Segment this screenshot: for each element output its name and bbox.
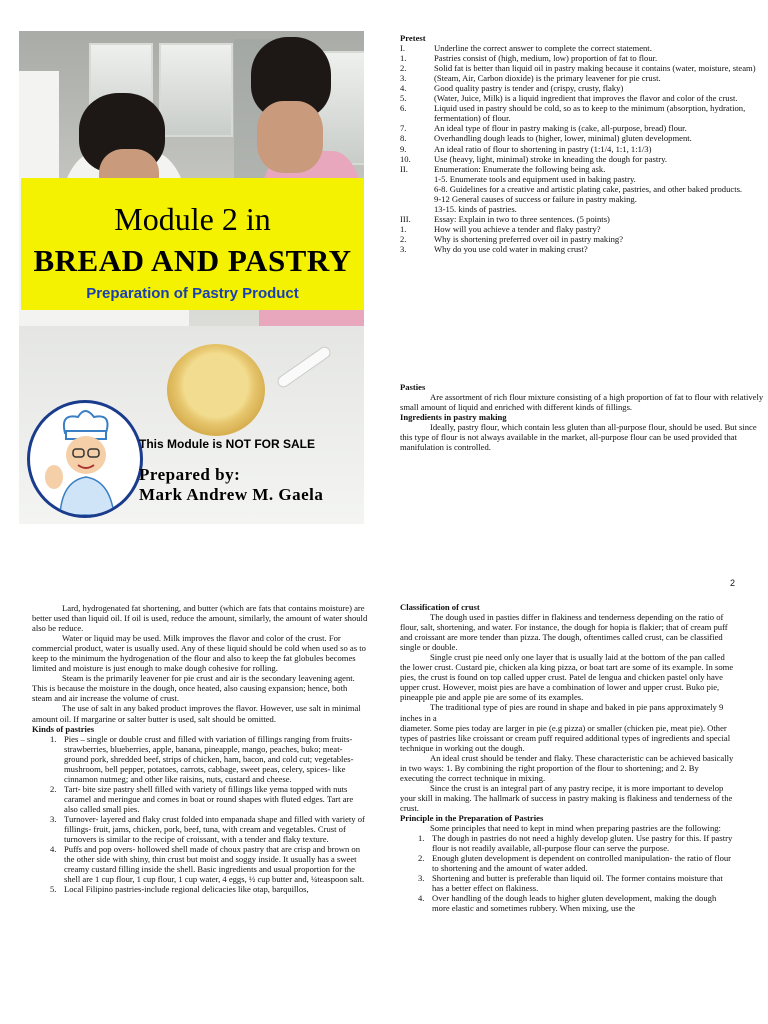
list-text: An ideal ratio of flour to shortening in pastry (1:1/4, 1:1, 1:1/3) [434,143,652,154]
list-text: (Steam, Air, Carbon dioxide) is the primary leavener for pie crust. [434,73,661,84]
pretest-block [400,33,766,254]
list-text: Overhandling dough leads to (higher, lower, minimal) gluten development. [434,133,692,144]
page-2 [0,578,768,1024]
prepared-by-label: Prepared by: [139,465,241,484]
principle-item [400,893,734,913]
pretest-item [400,133,766,143]
crust-paragraph-2: Single crust pie need only one layer that is usually laid at the bottom of the pan called the lower crust. Custard pie, chicken ala king pizza, or boat tart are some of its example. In some pies, the crust is found on top called upper crust. Patel de lengua and chicken pastel only have upper crust. However, moist pies are have a combination of lower and upper crust. Buko pie, pineapple pie and apple pie are some of its examples. [400,652,734,703]
list-text: Essay: Explain in two to three sentences. (5 points) [434,213,610,224]
principles-list [400,833,734,913]
list-number: 5. [400,93,407,104]
list-text: Underline the correct answer to complete the correct statement. [434,43,652,54]
pretest-item [400,123,766,133]
list-number: 1. [400,53,407,64]
chef-avatar-illustration [27,400,143,518]
kind-item [32,844,368,884]
list-text: Enough gluten development is dependent on controlled manipulation- the ratio of flour to shortening and the amount of water added. [432,853,732,874]
not-for-sale-note: This Module is NOT FOR SALE [139,437,316,451]
kinds-list [32,734,368,895]
list-text: Solid fat is better than liquid oil in pastry making because it contains (water, moisture, steam) [434,63,756,74]
list-text: Good quality pastry is tender and (crispy, crusty, flaky) [434,83,624,94]
kind-item [32,784,368,814]
kind-item [32,734,368,784]
pretest-heading: Pretest [400,33,426,43]
pie-dough [167,344,265,436]
list-number: 4. [50,844,57,855]
list-number: 9. [400,143,407,154]
list-text: Use (heavy, light, minimal) stroke in kneading the dough for pastry. [434,153,668,164]
list-text: Why is shortening preferred over oil in pastry making? [434,233,624,244]
list-text: Tart- bite size pastry shell filled with variety of fillings like yema topped with nuts caramel and meringue and comes in boat or round shapes with fluted edges. Tart are also called small pies. [64,783,354,814]
pretest-item [400,224,766,234]
list-number: 4. [418,893,425,904]
list-number: 2. [400,233,407,244]
fat-paragraph: Lard, hydrogenated fat shortening, and butter (which are fats that contains moisture) are better used than liquid oil. If oil is used, reduce the amount, similarly, the amount of water should also be reduce. [32,603,368,634]
pretest-item [400,174,766,184]
ingredients-paragraph: Ideally, pastry flour, which contain less gluten than all-purpose flour, should be used. But since this type of flour is not always available in the market, all-purpose flour can be used provided that manifulation is controlled. [400,422,757,453]
ingredients-heading: Ingredients in pastry making [400,412,507,423]
liquid-paragraph: Water or liquid may be used. Milk improves the flavor and color of the crust. For commercial product, water is usually used. Any of these liquid should be cold when used so as to keep to the minimum the hydrogenation of the flour and also to keep the fat globules becomes limited and moisture is just enough to make dough cohesive for rolling. [32,633,366,674]
list-text: The dough in pastries do not need a highly develop gluten. Use pastry for this. If pastry flour is not readily available, all-purpose flour can serve the purpose. [432,833,733,854]
pretest-item [400,244,766,254]
list-text: 1-5. Enumerate tools and equipment used in baking pastry. [434,173,636,184]
kind-item [32,814,368,844]
author-name: Mark Andrew M. Gaela [139,485,324,504]
list-text: Pastries consist of (high, medium, low) proportion of fat to flour. [434,53,658,64]
principle-intro: Some principles that need to kept in mind when preparing pastries are the following: [430,823,721,834]
kinds-heading: Kinds of pastries [32,723,95,734]
kind-item [32,884,368,894]
list-number: 3. [400,73,407,84]
pretest-item [400,63,766,73]
pretest-item [400,83,766,93]
pretest-item [400,103,766,123]
list-text: 9-12 General causes of success or failure in pastry making. [434,193,637,204]
list-text: Shortening and butter is preferable than liquid oil. The former contains moisture that has a better effect on flakiness. [432,873,723,894]
list-number: 2. [50,783,57,794]
list-number: 10. [400,153,411,164]
pretest-item [400,53,766,63]
list-text: Puffs and pop overs- hollowed shell made of choux pastry that are crisp and brown on the other side with shiny, thin crust but moist and soggy inside. It usually has a sweet creamy custard filling inside the shell. Basic ingredients and usual proportion for the shell are 1 cup flour, 1 cup flour, 1 cup water, 4 eggs, ½ cup butter and, ¼teaspoon salt. [64,844,365,885]
pretest-item [400,144,766,154]
pretest-item [400,93,766,103]
principle-item [400,873,734,893]
principle-item [400,853,734,873]
prepared-by [139,465,323,505]
pasties-heading: Pasties [400,382,426,392]
pretest-item [400,214,766,224]
list-number: I. [400,43,406,54]
list-number: 2. [418,853,425,864]
list-text: Pies – single or double crust and filled with variation of fillings ranging from fruits-strawberries, blueberries, apple, banana, pineapple, mango, peaches, buko; meat- ground pork, shredded beef, strips of chicken, ham, bacon, and cold cut; vegetables- mushroom, bell pepper, potatoes, carrots, cabbage, sweet peas, celery, spices- like cinnamon nutmeg; and other like raisins, nuts, custard and cheese. [64,733,354,784]
list-text: Liquid used in pastry should be cold, so as to keep to the minimum (absorption, hydration, fermentation) of flour. [434,103,746,124]
list-number: II. [400,163,408,174]
list-text: Local Filipino pastries-include regional delicacies like otap, barquillos, [64,884,309,895]
principle-item [400,833,734,853]
pretest-item [400,204,766,214]
right-column [400,602,734,913]
subtitle: Preparation of Pastry Product [86,285,299,302]
list-number: 1. [400,223,407,234]
list-number: 1. [418,833,425,844]
list-text: (Water, Juice, Milk) is a liquid ingredient that improves the flavor and color of the crust. [434,93,738,104]
module-title: Module 2 in [114,201,271,237]
principle-heading: Principle in the Preparation of Pastries [400,812,544,823]
crust-paragraph-4: An ideal crust should be tender and flaky. These characteristic can be achieved basically in two ways: 1. By combining the right proportion of the flour to shortening; and 2. By executing the correct technique in mixing. [400,752,734,783]
pretest-item [400,184,766,194]
page-number: 2 [730,578,736,588]
list-number: III. [400,213,411,224]
list-number: 8. [400,133,407,144]
crust-paragraph-3b: diameter. Some pies today are larger in pie (e.g pizza) or smaller (chicken pie, meat pie). Other types of pastries like croissant or cream puff required additional types of ingredients and special technique in working out the dough. [400,722,731,753]
background-window [159,43,233,137]
list-number: 4. [400,83,407,94]
pretest-list [400,43,766,254]
pretest-item [400,43,766,53]
pretest-item [400,164,766,174]
list-text: 13-15. kinds of pastries. [434,203,517,214]
pasties-block [400,382,766,452]
classification-heading: Classification of crust [400,602,480,612]
list-number: 7. [400,123,407,134]
crust-paragraph-1: The dough used in pasties differ in flakiness and tenderness depending on the ratio of flour, salt, shortening, and water. For instance, the dough for hopia is flakier; that of cream puff and croissant are more tender than pizza. The dough, oftentimes called crust, can be classified single or double. [400,612,728,653]
list-text: An ideal type of flour in pastry making is (cake, all-purpose, bread) flour. [434,123,687,134]
title-banner [21,178,364,310]
list-text: Over handling of the dough leads to higher gluten development, making the dough more elastic and sometimes rubbery. When mixing, use the [432,893,717,914]
list-number: 5. [50,884,57,895]
list-text: Why do you use cold water in making crust? [434,243,588,254]
list-number: 3. [418,873,425,884]
list-text: Turnover- layered and flaky crust folded into empanada shape and filled with variety of fillings- fruit, jams, chicken, pork, beef, tuna, with cream and vegetables. Crust of turnovers is similar to the recipe of croissant, with a tender and flaky texture. [64,813,365,845]
list-text: 6-8. Guidelines for a creative and artistic plating cake, pastries, and other baked products. [434,183,743,194]
list-number: 1. [50,733,57,744]
list-number: 3. [400,243,407,254]
crust-paragraph-5: Since the crust is an integral part of any pastry recipe, it is more important to develop your skill in making. The hallmark of success in pastry making is flakiness and tenderness of the crust. [400,782,733,813]
pretest-item [400,154,766,164]
list-text: How will you achieve a tender and flaky pastry? [434,223,601,234]
student-right-face [257,101,323,173]
list-number: 2. [400,63,407,74]
subject-title: BREAD AND PASTRY [33,243,352,278]
salt-paragraph: The use of salt in any baked product improves the flavor. However, use salt in minimal amount oil. If margarine or salter butter is used, salt should be omitted. [32,703,361,724]
list-text: Enumeration: Enumerate the following being ask. [434,163,606,174]
pasties-definition: Are assortment of rich flour mixture consisting of a high proportion of fat to flour with relatively small amount of liquid and enriched with different kinds of fillings. [400,392,764,413]
pretest-item [400,234,766,244]
chef-icon [30,403,140,515]
list-number: 3. [50,813,57,824]
crust-paragraph-3: The traditional type of pies are round in shape and baked in pie pans approximately 9 inches in a [400,702,724,723]
pretest-item [400,73,766,83]
pretest-item [400,194,766,204]
left-column [32,603,368,894]
list-number: 6. [400,103,407,114]
steam-paragraph: Steam is the primarily leavener for pie crust and air is the secondary leavening agent. This is because the moisture in the dough, once heated, also causing expansion; hence, both steam and air increase the volume of crust. [32,673,355,704]
